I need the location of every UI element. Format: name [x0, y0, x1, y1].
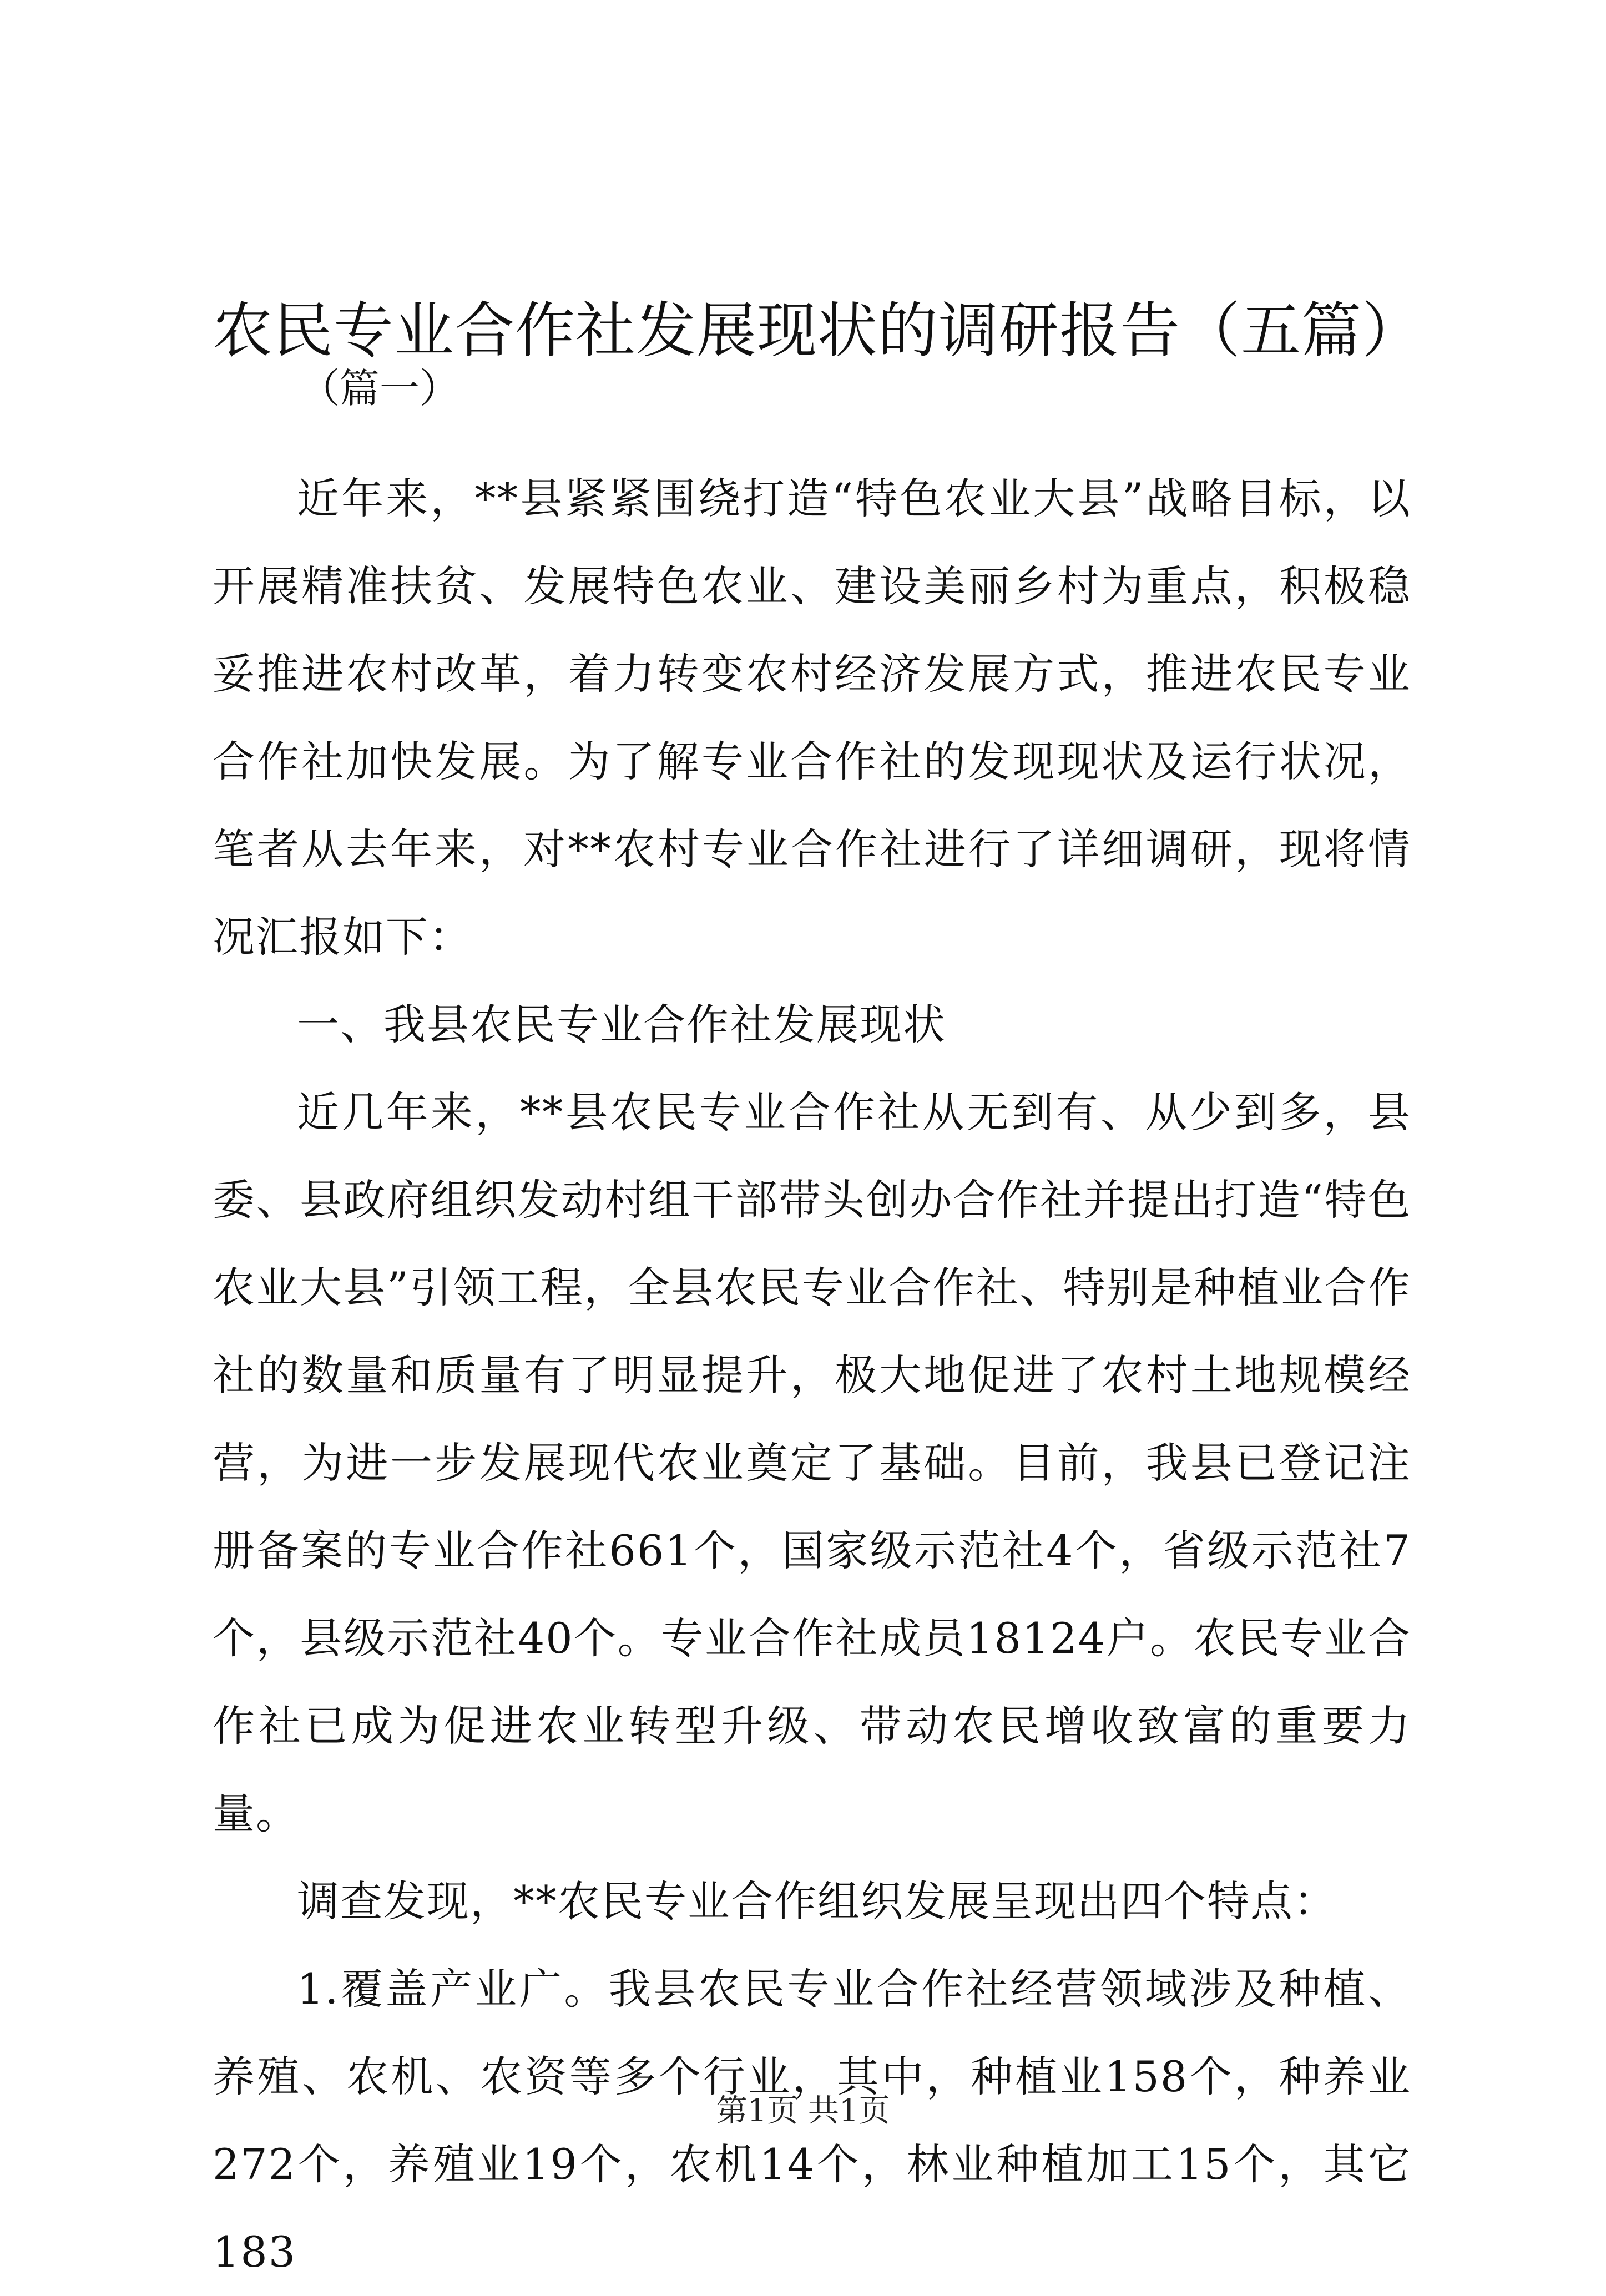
- paragraph-findings: 调查发现，**农民专业合作组织发展呈现出四个特点：: [297, 1877, 1337, 1926]
- paragraph-point-1: 1.覆盖产业广。我县农民专业合作社经营领域涉及种植、养殖、农机、农资等多个行业，其中，种植业158个，种养业272个，养殖业19个，农机14个，林业种植加工15个，其它183: [213, 1964, 1411, 2277]
- section-heading: 一、我县农民专业合作社发展现状: [297, 1000, 946, 1049]
- paragraph-intro: 近年来，**县紧紧围绕打造“特色农业大县”战略目标，以开展精准扶贫、发展特色农业、建设美丽乡村为重点，积极稳妥推进农村改革，着力转变农村经济发展方式，推进农民专业合作社加快发展。为了解专业合作社的发现现状及运行状况，笔者从去年来，对**农村专业合作社进行了详细调研，现将情况汇报如下：: [213, 474, 1411, 962]
- document-subtitle: （篇一）: [300, 365, 460, 412]
- paragraph-status: 近几年来，**县农民专业合作社从无到有、从少到多，县委、县政府组织发动村组干部带头创办合作社并提出打造“特色农业大县”引领工程，全县农民专业合作社、特别是种植业合作社的数量和质量有了明显提升，极大地促进了农村土地规模经营，为进一步发展现代农业奠定了基础。目前，我县已登记注册备案的专业合作社661个，国家级示范社4个，省级示范社7个，县级示范社40个。专业合作社成员18124户。农民专业合作社已成为促进农业转型升级、带动农民增收致富的重要力量。: [213, 1088, 1411, 1838]
- document-body: [213, 455, 1411, 2296]
- page-footer: 第1页 共1页: [716, 2093, 890, 2129]
- document-title: 农民专业合作社发展现状的调研报告（五篇）: [213, 296, 1423, 366]
